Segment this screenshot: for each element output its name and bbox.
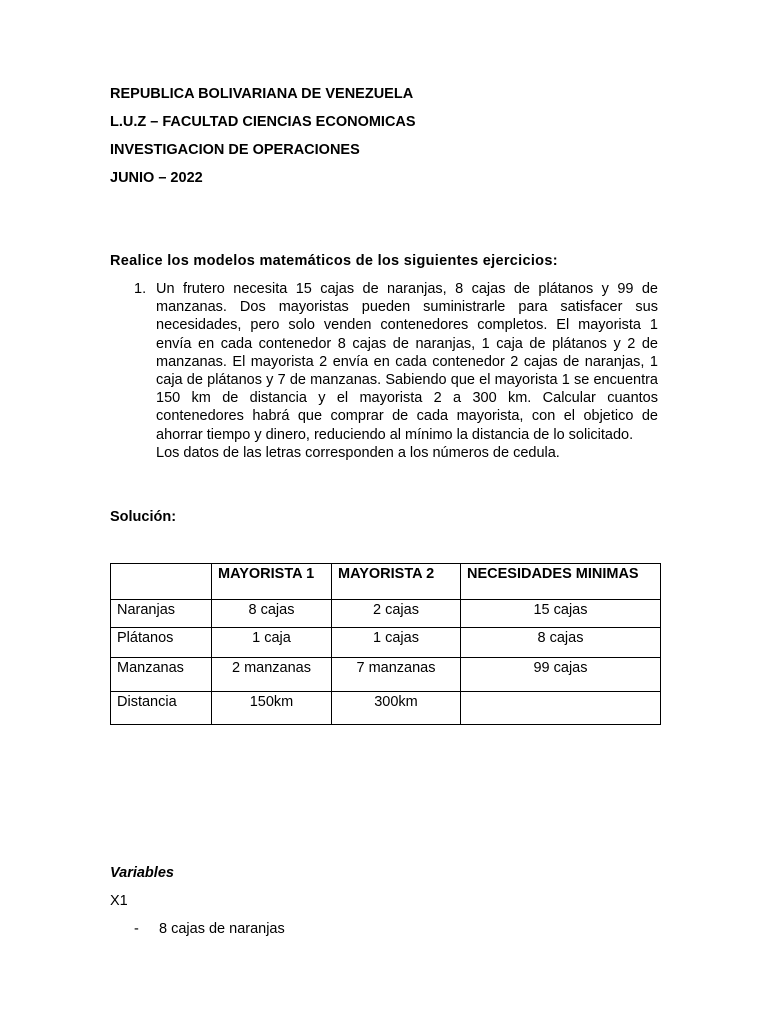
instruction-heading: Realice los modelos matemáticos de los siguientes ejercicios: bbox=[110, 253, 558, 269]
table-cell: Distancia bbox=[111, 692, 212, 725]
table-header-cell bbox=[111, 564, 212, 600]
exercise-note: Los datos de las letras corresponden a los números de cedula. bbox=[156, 444, 560, 461]
table-cell: 1 cajas bbox=[332, 628, 461, 658]
table-cell: 7 manzanas bbox=[332, 658, 461, 692]
table-row bbox=[111, 600, 661, 628]
table-row bbox=[111, 692, 661, 725]
exercise-text: Un frutero necesita 15 cajas de naranjas, 8 cajas de plátanos y 99 de manzanas. Dos mayoristas pueden suministrarle para satisfacer sus necesidades, pero solo venden contenedores completos. El mayorista 1 envía en cada contenedor 8 cajas de naranjas, 1 caja de plátanos y 2 de manzanas. El mayorista 2 envía en cada contenedor 2 cajas de naranjas, 1 caja de plátanos y 7 de manzanas. Sabiendo que el mayorista 1 se encuentra 150 km de distancia y el mayorista 2 a 300 km. Calcular cuantos contenedores habrá que comprar de cada mayorista, con el objetico de ahorrar tiempo y dinero, reduciendo al mínimo la distancia de lo solicitado. bbox=[156, 281, 658, 443]
bullet-dash: - bbox=[134, 921, 139, 937]
table-header-cell: MAYORISTA 1 bbox=[212, 564, 332, 600]
table-header-cell: MAYORISTA 2 bbox=[332, 564, 461, 600]
table-row bbox=[111, 658, 661, 692]
data-table bbox=[110, 563, 661, 725]
variables-label: Variables bbox=[110, 865, 174, 881]
table-cell: 2 manzanas bbox=[212, 658, 332, 692]
table-header-cell: NECESIDADES MINIMAS bbox=[461, 564, 661, 600]
table-cell: 8 cajas bbox=[212, 600, 332, 628]
table-cell: 99 cajas bbox=[461, 658, 661, 692]
bullet-text: 8 cajas de naranjas bbox=[159, 921, 285, 937]
list-item bbox=[134, 921, 285, 937]
table-cell: Manzanas bbox=[111, 658, 212, 692]
table-cell: Naranjas bbox=[111, 600, 212, 628]
table-cell: 150km bbox=[212, 692, 332, 725]
table-cell: 8 cajas bbox=[461, 628, 661, 658]
variable-name: X1 bbox=[110, 893, 128, 909]
table-cell: 15 cajas bbox=[461, 600, 661, 628]
table-cell: 2 cajas bbox=[332, 600, 461, 628]
table-cell: 300km bbox=[332, 692, 461, 725]
header-country: REPUBLICA BOLIVARIANA DE VENEZUELA bbox=[110, 86, 414, 102]
header-faculty: L.U.Z – FACULTAD CIENCIAS ECONOMICAS bbox=[110, 114, 416, 130]
exercise-number: 1. bbox=[134, 281, 147, 297]
table-cell: 1 caja bbox=[212, 628, 332, 658]
table-cell bbox=[461, 692, 661, 725]
table-header-row bbox=[111, 564, 661, 600]
solution-label: Solución: bbox=[110, 509, 177, 525]
header-date: JUNIO – 2022 bbox=[110, 170, 203, 186]
table-cell: Plátanos bbox=[111, 628, 212, 658]
header-course: INVESTIGACION DE OPERACIONES bbox=[110, 142, 360, 158]
exercise-1 bbox=[134, 280, 658, 462]
table-row bbox=[111, 628, 661, 658]
